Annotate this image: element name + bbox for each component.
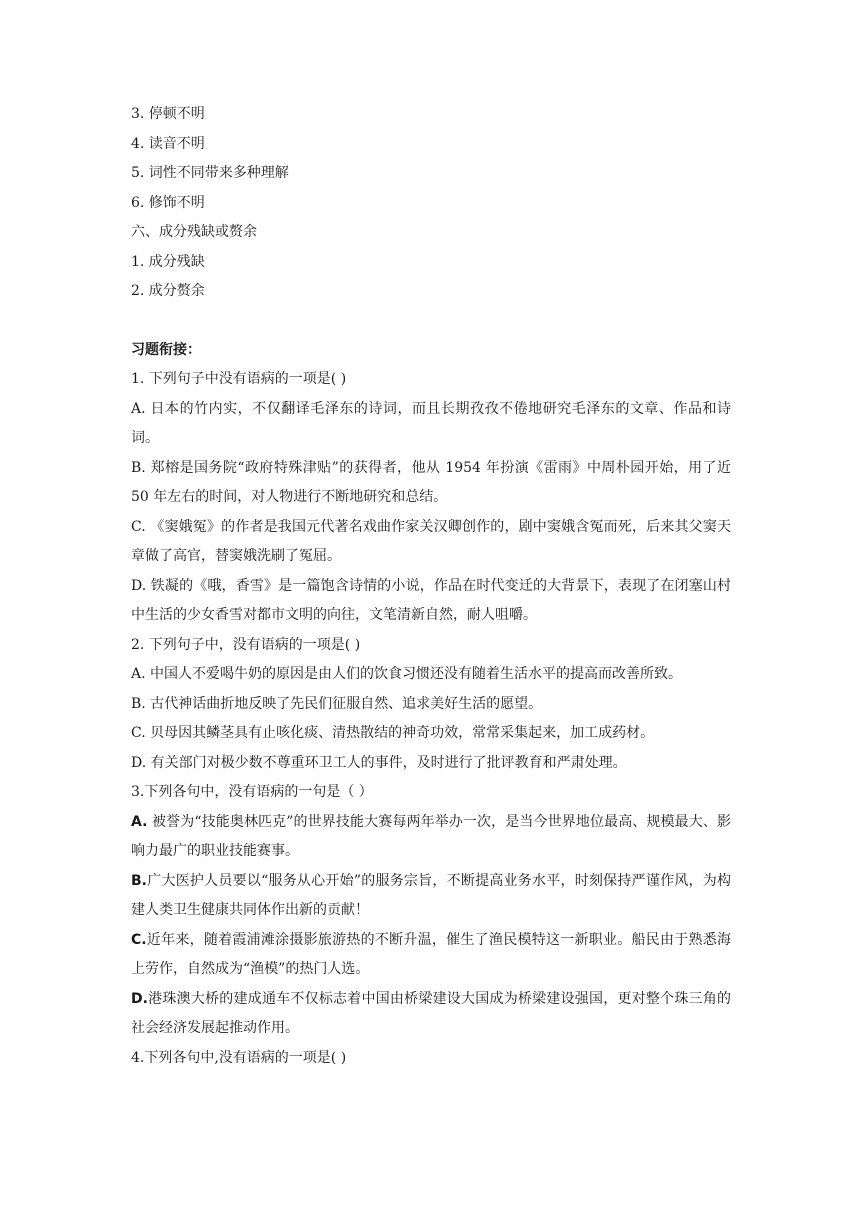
question-3-option-a [131,808,731,867]
question-1-option-d: D. 铁凝的《哦，香雪》是一篇饱含诗情的小说，作品在时代变迁的大背景下，表现了在闭塞山村中生活的少女香雪对都市文明的向往，文笔清新自然，耐人咀嚼。 [131,577,731,623]
option-text: 被誉为“技能奥林匹克”的世界技能大赛每两年举办一次，是当今世界地位最高、规模最大、影响力最广的职业技能赛事。 [131,813,731,859]
exercise-heading: 习题衔接： [131,341,201,358]
outline-item: 1. 成分残缺 [131,253,205,270]
outline-item: 3. 停顿不明 [131,106,205,122]
question-2-option-c: C. 贝母因其鳞茎具有止咳化痰、清热散结的神奇功效，常常采集起来，加工成药材。 [131,725,655,741]
option-text: 港珠澳大桥的建成通车不仅标志着中国由桥梁建设大国成为桥梁建设强国，更对整个珠三角的社会经济发展起推动作用。 [131,990,731,1036]
outline-item: 2. 成分赘余 [131,283,205,299]
question-2-option-d: D. 有关部门对极少数不尊重环卫工人的事件，及时进行了批评教育和严肃处理。 [131,754,627,771]
question-3-option-d [131,985,731,1044]
question-2-option-b: B. 古代神话曲折地反映了先民们征服自然、追求美好生活的愿望。 [131,695,543,712]
option-letter: D. [131,990,148,1007]
question-1-option-c: C. 《窦娥冤》的作者是我国元代著名戏曲作家关汉卿创作的，剧中窦娥含冤而死，后来其父窦天章做了高官，替窦娥洗刷了冤屈。 [131,518,731,564]
option-letter: B. [131,872,147,889]
option-letter: A. [131,813,148,830]
question-3-option-b [131,867,731,926]
question-3-option-c [131,926,731,985]
question-4-stem: 4.下列各句中,没有语病的一项是( ) [131,1049,347,1066]
question-1-option-a: A. 日本的竹内实，不仅翻译毛泽东的诗词，而且长期孜孜不倦地研究毛泽东的文章、作品和诗词。 [131,400,731,446]
question-2-option-a: A. 中国人不爱喝牛奶的原因是由人们的饮食习惯还没有随着生活水平的提高而改善所致。 [131,666,683,682]
outline-item: 6. 修饰不明 [131,194,205,211]
option-text: 广大医护人员要以“服务从心开始”的服务宗旨，不断提高业务水平，时刻保持严谨作风，为构建人类卫生健康共同体作出新的贡献！ [131,872,731,918]
question-2-stem: 2. 下列句子中，没有语病的一项是( ) [131,636,361,653]
outline-item: 4. 读音不明 [131,135,205,152]
outline-section-heading: 六、成分残缺或赘余 [131,224,257,240]
option-letter: C. [131,931,147,948]
question-1-option-b: B. 郑榕是国务院“政府特殊津贴”的获得者，他从 1954 年扮演《雷雨》中周朴园开始，用了近 50 年左右的时间，对人物进行不断地研究和总结。 [131,459,731,505]
option-text: 近年来，随着霞浦滩涂摄影旅游热的不断升温，催生了渔民模特这一新职业。船民由于熟悉海上劳作，自然成为“渔模”的热门人选。 [131,931,731,977]
question-3-stem: 3.下列各句中，没有语病的一句是（ ） [131,784,373,800]
spacer [131,307,731,336]
document-body [131,100,731,1073]
question-1-stem: 1. 下列句子中没有语病的一项是( ) [131,371,347,387]
outline-item: 5. 词性不同带来多种理解 [131,165,289,181]
